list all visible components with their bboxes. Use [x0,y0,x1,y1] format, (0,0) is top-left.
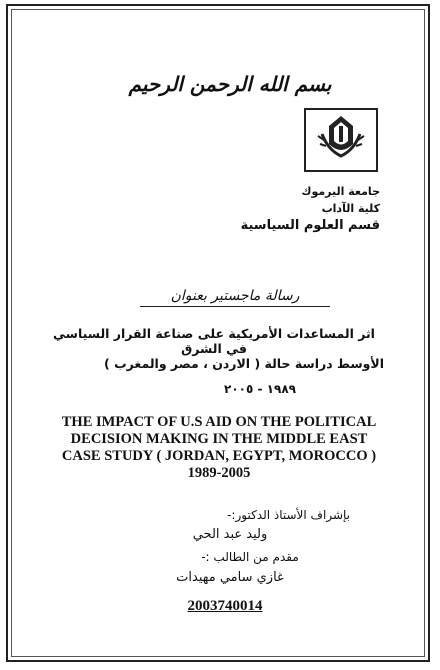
institution-block [241,183,380,234]
faculty-name: كلية الآداب [321,202,380,215]
title-english-line3: CASE STUDY ( JORDAN, EGYPT, MOROCCO ) [61,448,377,464]
title-arabic-line1: اثر المساعدات الأمريكية على صناعة القرار السياسي في الشرق [53,326,375,356]
student-label: مقدم من الطالب :- [201,550,299,564]
title-english-line2: DECISION MAKING IN THE MIDDLE EAST [70,431,368,447]
student-name: غازي سامي مهيدات [176,570,284,585]
title-arabic-line2: الأوسط دراسة حالة ( الاردن ، مصر والمغرب ) [104,356,384,371]
thesis-label: رسالة ماجستير بعنوان [140,288,330,307]
title-english-line4: 1989-2005 [187,465,251,481]
title-english [26,414,412,482]
university-seal-icon [304,108,378,172]
basmala: بسم الله الرحمن الرحيم [128,72,332,96]
title-english-line1: THE IMPACT OF U.S AID ON THE POLITICAL [61,414,377,430]
years-arabic: ١٩٨٩ - ٢٠٠٥ [224,382,296,396]
supervisor-name: وليد عبد الحي [192,527,268,542]
department-name: قسم العلوم السياسية [240,218,380,233]
supervisor-label: بإشراف الأستاذ الدكتور:- [227,508,350,522]
student-id: 2003740014 [187,598,263,614]
university-name: جامعة اليرموك [301,185,380,198]
